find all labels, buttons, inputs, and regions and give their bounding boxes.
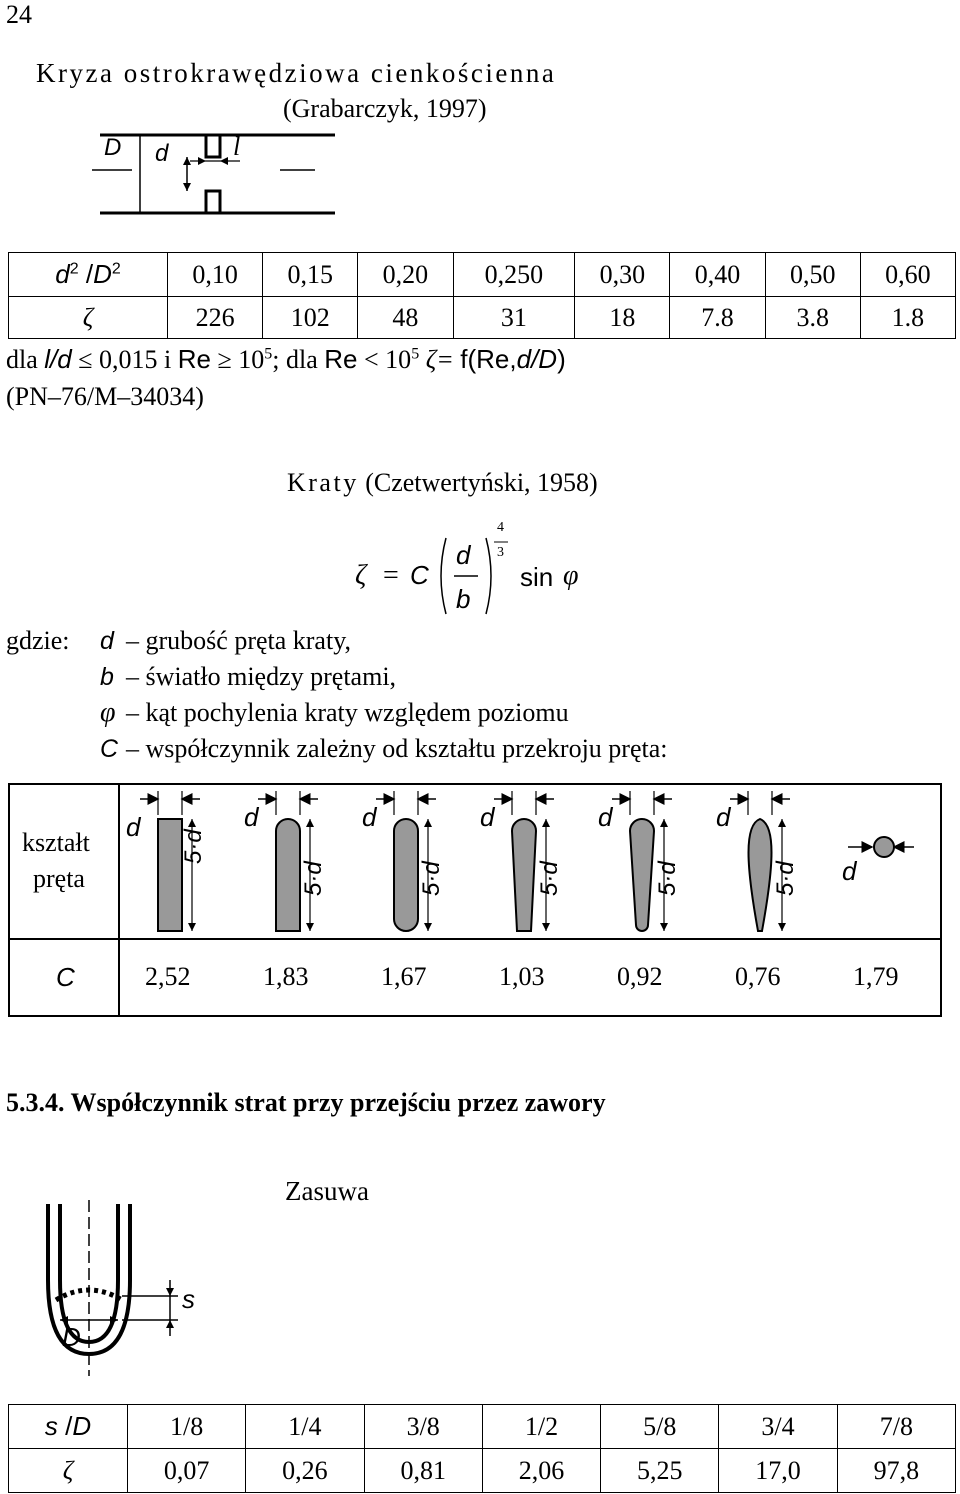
shape-d-label-7: d <box>842 856 857 886</box>
formula-eq: = <box>383 560 399 591</box>
shape-label-2: pręta <box>33 864 85 893</box>
section-heading: 5.3.4. Współczynnik strat przy przejściu przez zawory <box>6 1088 606 1117</box>
c-row-label: C <box>56 962 75 992</box>
bar-shapes-drawing <box>120 785 938 938</box>
shape-5d-label-1: 5·d <box>180 829 207 864</box>
shape-d-label-1: d <box>126 812 141 842</box>
table-cell: 0,40 <box>670 253 765 297</box>
shape-5d-label-6: 5·d <box>772 861 799 896</box>
header-cell: s /D <box>9 1405 128 1449</box>
shape-circular-bar <box>848 837 914 857</box>
header-cell-zeta: ζ <box>9 297 168 339</box>
def-text-phi: – kąt pochylenia kraty względem poziomu <box>126 698 569 727</box>
header-cell <box>9 253 168 297</box>
grate-title: Kraty (Czetwertyński, 1958) <box>287 468 598 497</box>
def-text-d: – grubość pręta kraty, <box>126 626 352 655</box>
table-cell: 31 <box>453 297 575 339</box>
c-value-5: 0,92 <box>617 962 663 991</box>
defs-gdzie: gdzie: <box>6 626 70 655</box>
table-cell: 1/8 <box>128 1405 246 1449</box>
formula-den-b: b <box>456 584 471 614</box>
shape-5d-label-4: 5·d <box>536 861 563 896</box>
table-cell: 3/4 <box>719 1405 837 1449</box>
def-sym-d: d <box>100 627 114 655</box>
formula-C: C <box>410 560 429 590</box>
c-value-1: 2,52 <box>145 962 191 991</box>
table-cell: 3.8 <box>765 297 860 339</box>
table-cell: 48 <box>358 297 453 339</box>
def-text-b: – światło między prętami, <box>126 662 397 691</box>
orifice-plate-bottom <box>206 191 220 213</box>
table-cell: 0,81 <box>364 1449 482 1493</box>
formula-zeta: ζ <box>355 560 367 591</box>
table-cell: 2,06 <box>482 1449 600 1493</box>
formula-exp-bar <box>494 540 508 544</box>
shape-5d-label-3: 5·d <box>418 861 445 896</box>
shape-label-1: kształt <box>22 828 90 857</box>
def-sym-phi: φ <box>100 697 116 728</box>
formula-sin: sin <box>520 562 554 592</box>
def-text-C: – współczynnik zależny od kształtu przekroju pręta: <box>126 734 668 763</box>
head-D: D <box>93 259 112 289</box>
table-cell: 0,07 <box>128 1449 246 1493</box>
dim-d-arrow-bottom <box>183 183 191 191</box>
def-sym-C: C <box>100 735 119 763</box>
table-cell: 1/4 <box>246 1405 364 1449</box>
head-d: d <box>55 259 70 289</box>
table-row <box>9 253 956 297</box>
page-number: 24 <box>6 0 32 29</box>
fig-label-l: l <box>233 132 241 161</box>
table-cell: 0,50 <box>765 253 860 297</box>
table-cell: 0,10 <box>168 253 263 297</box>
gate-valve-table <box>8 1404 956 1493</box>
shape-d-label-2: d <box>244 802 259 832</box>
orifice-title: Kryza ostrokrawędziowa cienkościenna <box>36 58 557 88</box>
table-cell: 17,0 <box>719 1449 837 1493</box>
table-row <box>9 1449 956 1493</box>
fig-label-D: D <box>104 134 122 161</box>
table-cell: 1/2 <box>482 1405 600 1449</box>
c-value-7: 1,79 <box>853 962 899 991</box>
header-cell-zeta: ζ <box>9 1449 128 1493</box>
c-value-4: 1,03 <box>499 962 545 991</box>
table-cell: 3/8 <box>364 1405 482 1449</box>
table-cell: 0,20 <box>358 253 453 297</box>
gate-valve-subtitle: Zasuwa <box>285 1176 369 1206</box>
formula-exp-num: 4 <box>497 520 504 535</box>
table-cell: 226 <box>168 297 263 339</box>
table-cell: 0,250 <box>453 253 575 297</box>
orifice-table <box>8 252 956 339</box>
table-cell: 0,15 <box>263 253 358 297</box>
shape-d-label-3: d <box>362 802 377 832</box>
table-cell: 97,8 <box>837 1449 955 1493</box>
formula-num-d: d <box>456 540 471 570</box>
c-value-3: 1,67 <box>381 962 427 991</box>
dim-d-arrow-top <box>183 157 191 165</box>
table-row <box>9 297 956 339</box>
table-cell: 0,30 <box>575 253 670 297</box>
shape-5d-label-5: 5·d <box>654 861 681 896</box>
orifice-citation: (Grabarczyk, 1997) <box>283 94 487 123</box>
table-cell: 18 <box>575 297 670 339</box>
table-cell: 0,26 <box>246 1449 364 1493</box>
shape-d-label-4: d <box>480 802 495 832</box>
table-cell: 5,25 <box>601 1449 719 1493</box>
table-cell: 102 <box>263 297 358 339</box>
head-sep: / <box>78 259 94 289</box>
orifice-note-1: dla l/d ≤ 0,015 i $Re \ge 10^5$; dla $Re < 10^5$ ζ= f(Re,d/D) <box>6 344 566 374</box>
shape-d-label-5: d <box>598 802 613 832</box>
c-value-6: 0,76 <box>735 962 781 991</box>
table-cell: 1.8 <box>860 297 955 339</box>
table-cell: 7/8 <box>837 1405 955 1449</box>
table-cell: 0,60 <box>860 253 955 297</box>
table-cell: 7.8 <box>670 297 765 339</box>
c-value-2: 1,83 <box>263 962 309 991</box>
formula-exp-den: 3 <box>497 545 504 560</box>
shape-d-label-6: d <box>716 802 731 832</box>
valve-label-s: s <box>182 1284 195 1314</box>
head-sup: 2 <box>69 260 79 278</box>
def-sym-b: b <box>100 663 114 691</box>
fig-label-d: d <box>155 140 169 167</box>
table-cell: 5/8 <box>601 1405 719 1449</box>
table-row <box>9 1405 956 1449</box>
shape-5d-label-2: 5·d <box>300 861 327 896</box>
valve-label-D: D <box>62 1322 81 1352</box>
formula-phi: φ <box>563 560 579 591</box>
shapes-table-divider <box>8 938 942 940</box>
orifice-plate-top <box>206 135 220 157</box>
orifice-note-2: (PN–76/M–34034) <box>6 382 204 411</box>
head-den-sup: 2 <box>111 260 121 278</box>
